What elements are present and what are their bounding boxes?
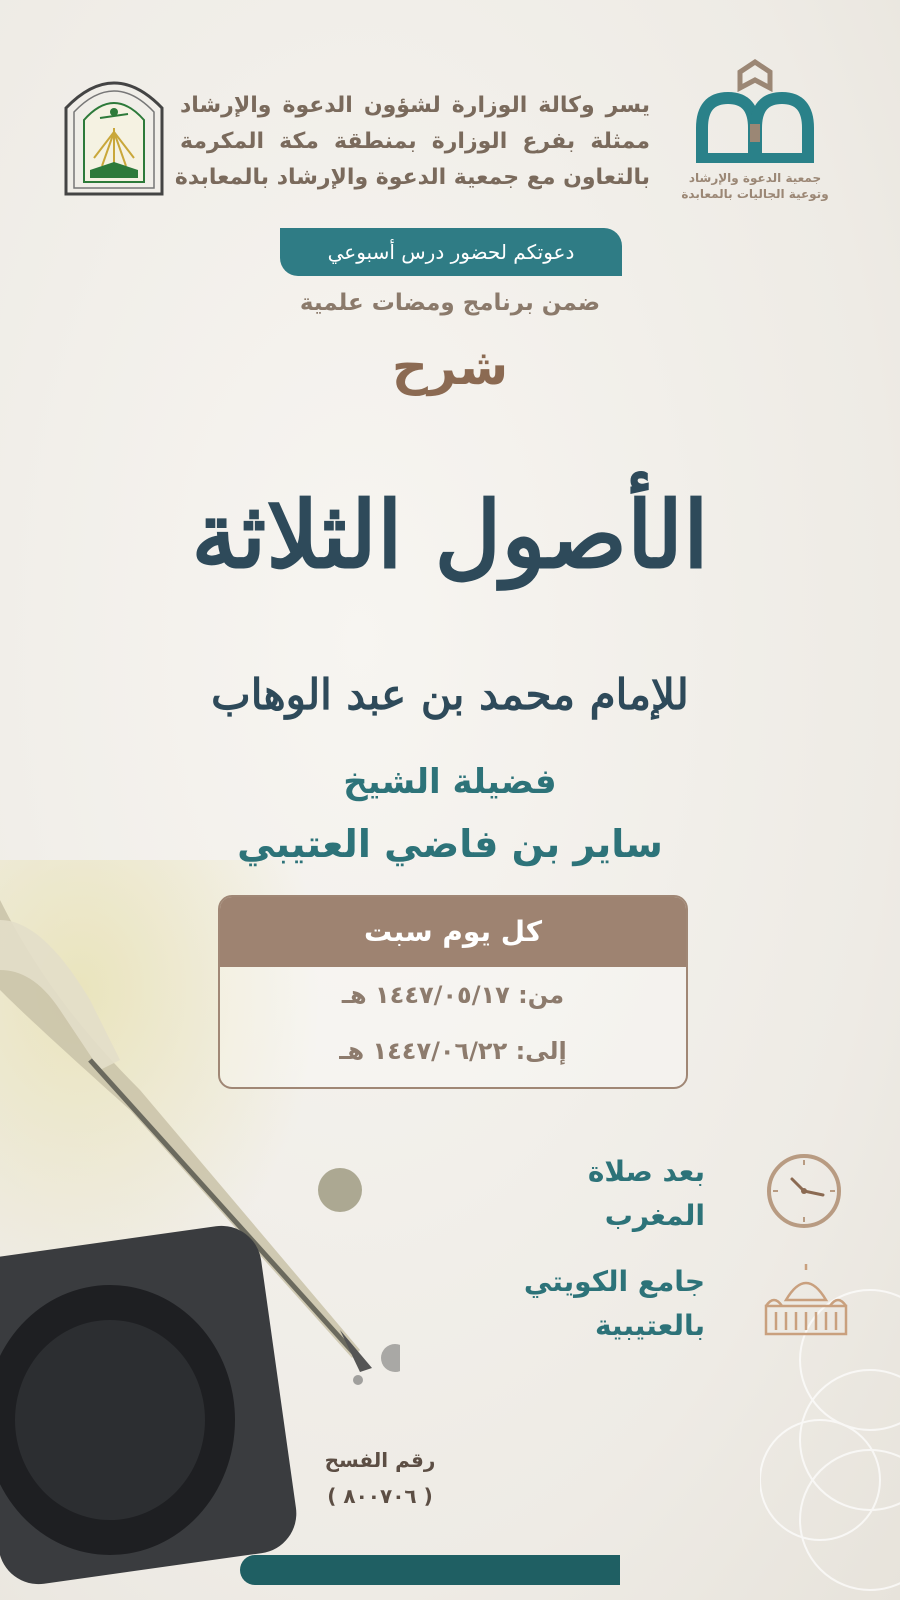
schedule-from: من: ١٤٤٧/٠٥/١٧ هـ — [341, 981, 565, 1009]
time-line-2: المغرب — [604, 1199, 705, 1232]
header-line-1: يسر وكالة الوزارة لشؤون الدعوة والإرشاد — [180, 93, 650, 118]
association-logo — [680, 58, 830, 201]
program-line: ضمن برنامج ومضات علمية — [299, 290, 601, 316]
header-line-3: بالتعاون مع جمعية الدعوة والإرشاد بالمعابدة — [174, 165, 650, 190]
association-caption-2: وتوعية الجاليات بالمعابدة — [681, 187, 829, 201]
schedule-box — [218, 895, 688, 1089]
association-caption-1: جمعية الدعوة والإرشاد — [688, 171, 822, 185]
time-line-1: بعد صلاة — [587, 1155, 705, 1188]
association-emblem-icon — [680, 58, 830, 166]
sharh-label: شرح — [391, 338, 509, 396]
permit-number: ( ٨٠٠٧٠٦ ) — [327, 1484, 433, 1508]
invitation-banner: دعوتكم لحضور درس أسبوعي — [280, 228, 622, 276]
schedule-to: إلى: ١٤٤٧/٠٦/٢٢ هـ — [339, 1037, 567, 1065]
permit-label: رقم الفسح — [324, 1448, 436, 1472]
place-text — [524, 1260, 705, 1348]
header-line-2: ممثلة بفرع الوزارة بمنطقة مكة المكرمة — [180, 129, 650, 154]
mosque-icon — [762, 1262, 850, 1338]
place-line-1: جامع الكويتي — [523, 1265, 705, 1298]
ministry-logo — [60, 58, 168, 198]
header-text — [174, 88, 650, 196]
clock-icon — [765, 1152, 843, 1230]
time-text — [588, 1150, 705, 1238]
sheikh-title: فضيلة الشيخ — [343, 762, 557, 802]
sheikh-name: ساير بن فاضي العتيبي — [237, 822, 663, 866]
main-title: الأصول الثلاثة — [191, 481, 709, 589]
bottom-bar — [240, 1555, 620, 1585]
schedule-day: كل يوم سبت — [220, 897, 686, 967]
author-line: للإمام محمد بن عبد الوهاب — [211, 670, 689, 719]
place-line-2: بالعتيبية — [594, 1309, 705, 1342]
